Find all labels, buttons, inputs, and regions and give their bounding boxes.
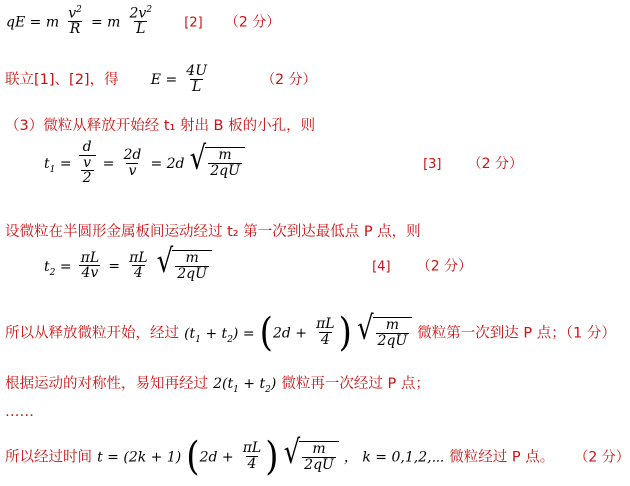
part3-text: （3）微粒从释放开始经 t₁ 射出 B 板的小孔，则 xyxy=(5,118,316,134)
equation-3: $t_1$ = $\frac{d}{\frac{v}{2}}$ = $\frac{2d}{v}$ = 2d √ $\frac{m}{2qU}$ [3] （2 分） xyxy=(44,139,524,187)
equation-tag-4: [4] xyxy=(372,259,391,275)
equation-tag-3: [3] xyxy=(423,156,442,172)
ellipsis: …… xyxy=(5,404,34,420)
text-line-4 xyxy=(5,220,421,241)
k-values: ， k = 0,1,2,⋯ xyxy=(343,449,445,466)
equation-tag-2: [2] xyxy=(184,15,203,31)
line5-prefix: 所以从释放微粒开始，经过 xyxy=(5,325,179,342)
points-label: （2 分） xyxy=(261,72,317,89)
equation-4: $t_2$ = $\frac{\pi L}{4v}$ = $\frac{\pi L}{4}$ √ $\frac{m}{2qU}$ [4] （2 分） xyxy=(44,243,473,282)
text-line-3 xyxy=(5,114,315,135)
equation-1: qE = m $\frac{v^2}{R}$ = m $\frac{2v^2}{L}$ [2] （2 分） xyxy=(6,5,281,38)
points-label: （2 分） xyxy=(467,155,524,172)
text-line-6: 根据运动的对称性，易知再经过 $2(t_1 + t_2)$ 微粒再一次经过 P 点； xyxy=(5,376,430,395)
points-label: （2 分） xyxy=(224,14,281,31)
text-line-2: 联立[1]、[2]，得 E = $\frac{4U}{L}$ （2 分） xyxy=(5,63,317,95)
line5-suffix: 微粒第一次到达 P 点；（1 分） xyxy=(417,325,616,342)
part3b-text: 设微粒在半圆形金属板间运动经过 t₂ 第一次到达最低点 P 点，则 xyxy=(5,224,421,240)
line6-prefix: 根据运动的对称性，易知再经过 xyxy=(5,376,208,392)
combine-text: 联立[1]、[2]，得 xyxy=(5,72,119,89)
line6-suffix: 微粒再一次经过 P 点； xyxy=(281,376,430,392)
line7-prefix: 所以经过时间 xyxy=(5,449,92,466)
points-label: （2 分） xyxy=(574,449,630,466)
line7-suffix: 微粒经过 P 点。 xyxy=(449,449,555,466)
text-line-5: 所以从释放微粒开始，经过 $(t_1 + t_2) = (2d$ + $\frac{\pi L}{4}$ ) √ $\frac{m}{2qU}$ 微粒第一次到达 P 点；（1 分） xyxy=(5,310,616,356)
points-label: （2 分） xyxy=(416,258,473,275)
text-line-7: 所以经过时间 t = (2k + 1) (2d + $\frac{\pi L}{4}$ ) √ $\frac{m}{2qU}$ ， k = 0,1,2,⋯ 微粒经过 P 点。 （2 分） xyxy=(5,434,630,480)
